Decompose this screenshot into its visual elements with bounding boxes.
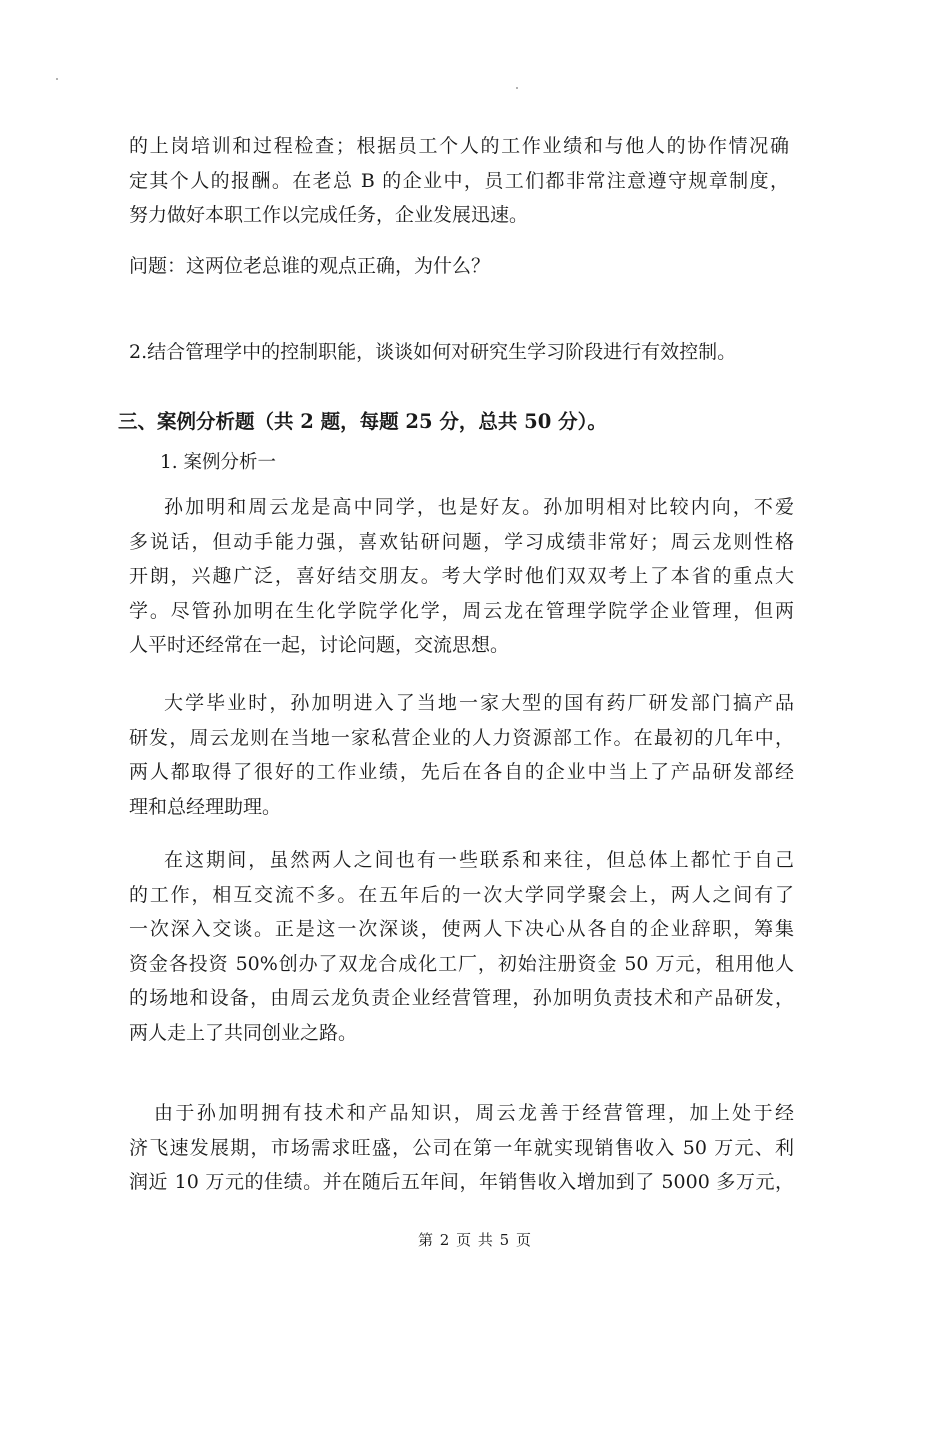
essay-question-2: 2.结合管理学中的控制职能，谈谈如何对研究生学习阶段进行有效控制。 xyxy=(129,341,737,363)
section-heading: 三、案例分析题（共 2 题，每题 25 分，总共 50 分）。 xyxy=(118,410,607,433)
paragraph-line: 研发，周云龙则在当地一家私营企业的人力资源部工作。在最初的几年中， xyxy=(129,726,794,749)
case-paragraph xyxy=(129,686,794,824)
paragraph-line: 人平时还经常在一起，讨论问题，交流思想。 xyxy=(129,634,510,656)
paragraph-line: 大学毕业时，孙加明进入了当地一家大型的国有药厂研发部门搞产品 xyxy=(164,692,794,714)
paragraph-line: 济飞速发展期，市场需求旺盛，公司在第一年就实现销售收入 50 万元、利 xyxy=(129,1136,794,1159)
case-paragraph xyxy=(129,843,794,1050)
intro-line: 的上岗培训和过程检查；根据员工个人的工作业绩和与他人的协作情况确 xyxy=(129,135,789,157)
intro-paragraph xyxy=(129,129,789,233)
paragraph-line: 学。尽管孙加明在生化学院学化学，周云龙在管理学院学企业管理，但两 xyxy=(129,599,794,622)
paragraph-line: 的工作，相互交流不多。在五年后的一次大学同学聚会上，两人之间有了 xyxy=(129,883,794,906)
case-paragraph xyxy=(129,1096,794,1200)
paragraph-line: 多说话，但动手能力强，喜欢钻研问题，学习成绩非常好；周云龙则性格 xyxy=(129,530,794,553)
scan-speck xyxy=(56,78,58,80)
paragraph-line: 两人走上了共同创业之路。 xyxy=(129,1021,358,1044)
paragraph-line: 孙加明和周云龙是高中同学，也是好友。孙加明相对比较内向，不爱 xyxy=(164,496,794,518)
paragraph-line: 润近 10 万元的佳绩。并在随后五年间，年销售收入增加到了 5000 多万元， xyxy=(129,1171,794,1193)
paragraph-line: 的场地和设备，由周云龙负责企业经营管理，孙加明负责技术和产品研发， xyxy=(129,987,794,1009)
paragraph-line: 两人都取得了很好的工作业绩，先后在各自的企业中当上了产品研发部经 xyxy=(129,761,794,783)
case-question: 问题：这两位老总谁的观点正确，为什么？ xyxy=(129,255,491,277)
paragraph-line: 一次深入交谈。正是这一次深谈，使两人下决心从各自的企业辞职，筹集 xyxy=(129,918,794,940)
paragraph-line: 开朗，兴趣广泛，喜好结交朋友。考大学时他们双双考上了本省的重点大 xyxy=(129,565,794,587)
scan-speck xyxy=(516,87,518,89)
paragraph-line: 在这期间，虽然两人之间也有一些联系和来往，但总体上都忙于自己 xyxy=(164,849,794,871)
page-number: 第 2 页 共 5 页 xyxy=(418,1231,532,1249)
intro-line: 努力做好本职工作以完成任务，企业发展迅速。 xyxy=(129,204,529,226)
paragraph-line: 理和总经理助理。 xyxy=(129,795,282,818)
case-paragraph xyxy=(129,490,794,663)
intro-line: 定其个人的报酬。在老总 B 的企业中，员工们都非常注意遵守规章制度， xyxy=(129,169,789,192)
paragraph-line: 由于孙加明拥有技术和产品知识，周云龙善于经营管理，加上处于经 xyxy=(154,1102,794,1124)
paragraph-line: 资金各投资 50%创办了双龙合成化工厂，初始注册资金 50 万元，租用他人 xyxy=(129,952,794,975)
case-title: 1. 案例分析一 xyxy=(160,452,277,473)
